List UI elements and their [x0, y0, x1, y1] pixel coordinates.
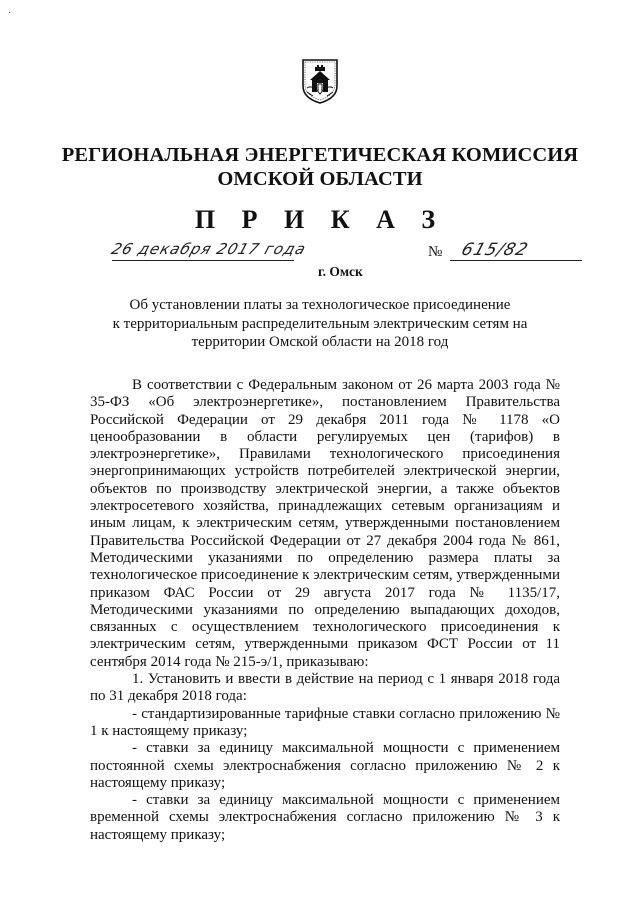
handwritten-date: 26 декабря 2017 года — [109, 240, 309, 258]
preamble-paragraph: В соответствии с Федеральным законом от 26 марта 2003 года № 35-ФЗ «Об электроэнергетике», постановлением Правительства Российской Федерации от 29 декабря 2011 года № 1178 «О ценообразовании в области регулируемых цен (тарифов) в электроэнергетике», Правилами технологического присоединения энергопринимающих устройств потребителей электрической энергии, объектов по производству электрической энергии, а также объектов электросетевого хозяйства, принадлежащих сетевым организациям и иным лицам, к электрическим сетям, утвержденными постановлением Правительства Российской Федерации от 27 декабря 2004 года № 861, Методическими указаниями по определению размера платы за технологическое присоединение к электрическим сетям, утвержденными приказом ФАС России от 29 августа 2017 года № 1135/17, Методическими указаниями по определению выпадающих доходов, связанных с осуществлением технологического присоединения к электрическим сетям, утвержденными приказом ФСТ России от 11 сентября 2014 года № 215-э/1, приказываю: — [90, 377, 560, 670]
order-subitem: - стандартизированные тарифные ставки согласно приложению № 1 к настоящему приказу; — [90, 705, 560, 739]
handwritten-number: 615/82 — [458, 240, 532, 260]
organization-name-line2: ОМСКОЙ ОБЛАСТИ — [217, 168, 423, 190]
order-subitem: - ставки за единицу максимальной мощности с применением постоянной схемы электроснабжения согласно приложению № 2 к настоящему приказу; — [90, 740, 560, 791]
omsk-coat-of-arms-icon — [301, 58, 339, 104]
margin-mark: · — [8, 8, 12, 19]
date-underline — [112, 260, 294, 261]
document-type-title: П Р И К А З — [194, 205, 446, 234]
number-sign: № — [428, 244, 443, 260]
number-underline — [450, 260, 582, 261]
order-item-1: 1. Установить и ввести в действие на период с 1 января 2018 года по 31 декабря 2018 года: — [90, 671, 560, 705]
subject-line: к территориальным распределительным электрическим сетям на — [112, 315, 528, 332]
city-label: г. Омск — [318, 264, 363, 279]
order-body — [90, 377, 560, 844]
subject-line: территории Омской области на 2018 год — [191, 334, 449, 350]
subject-line: Об установлении платы за технологическое присоединение — [129, 297, 511, 313]
order-subitem: - ставки за единицу максимальной мощности с применением временной схемы электроснабжения согласно приложению № 3 к настоящему приказу; — [90, 792, 560, 843]
organization-name-line1: РЕГИОНАЛЬНАЯ ЭНЕРГЕТИЧЕСКАЯ КОМИССИЯ — [61, 144, 579, 166]
order-subject — [110, 296, 530, 352]
